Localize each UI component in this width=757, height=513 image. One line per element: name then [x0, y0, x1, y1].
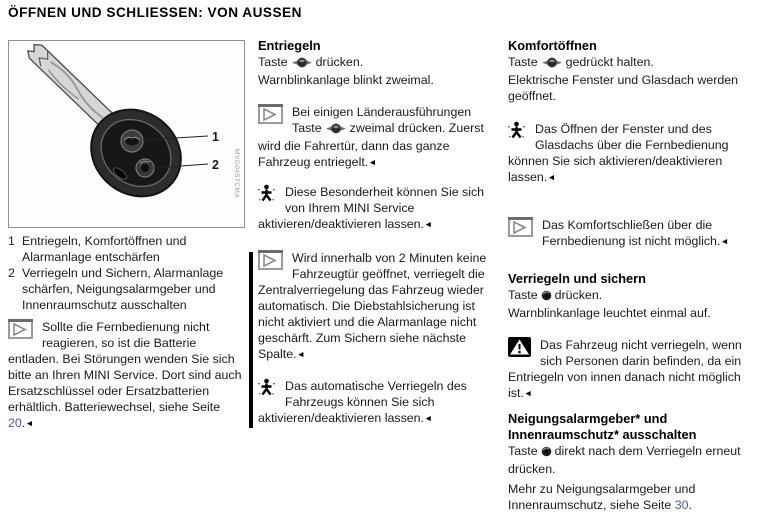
battery-note [8, 319, 248, 431]
end-mark: ◄ [424, 413, 433, 423]
text: direkt nach dem Verriegeln erneut drücken. [508, 444, 741, 476]
legend-text: Entriegeln, Komfortöffnen und Alarmanlage entschärfen [22, 234, 187, 264]
warning-icon [508, 337, 540, 367]
service-note-text [258, 184, 497, 232]
figure-watermark: MVD0457CMA [233, 149, 240, 199]
relock-note-text [258, 250, 497, 362]
battery-note-text [8, 319, 248, 431]
note-icon [508, 217, 542, 247]
legend-num: 1 [8, 234, 15, 248]
unlock-instruction [258, 54, 497, 72]
flash-line: Warnblinkanlage blinkt zweimal. [258, 73, 434, 87]
more-info-line [508, 481, 752, 513]
windows-note-text [508, 121, 752, 185]
key-illustration [9, 41, 244, 227]
hold-instruction [508, 54, 752, 72]
note-icon [258, 250, 292, 280]
page-30-link[interactable]: 30 [674, 498, 689, 512]
text: Taste [508, 288, 538, 302]
key-figure [8, 40, 245, 228]
text: Das Komfortschließen über die Fernbedienung ist nicht möglich. [542, 218, 721, 248]
text: gedrückt halten. [565, 55, 654, 69]
end-mark: ◄ [296, 349, 305, 359]
end-mark: ◄ [547, 172, 556, 182]
callout-2: 2 [212, 158, 219, 172]
person-icon [258, 378, 285, 408]
callout-1: 1 [212, 130, 219, 144]
text: zweimal drücken. Zuerst wird die Fahrertür, dann das ganze Fahrzeug entriegelt. [258, 121, 484, 169]
note-text-end: . [21, 416, 26, 430]
auto-lock-note-text [258, 378, 497, 426]
text: Das automatische Verriegeln des Fahrzeugs können Sie sich aktivieren/deaktivieren lassen. [258, 379, 467, 425]
windows-line: Elektrische Fenster und Glasdach werden geöffnet. [508, 73, 739, 103]
text: Mehr zu Neigungsalarmgeber und Innenraumschutz, siehe Seite [508, 482, 696, 512]
legend-item-1 [8, 233, 248, 265]
note-icon [258, 104, 292, 134]
page-20-link[interactable]: 20 [8, 416, 22, 430]
text: Taste [508, 55, 538, 69]
text: Das Fahrzeug nicht verriegeln, wenn sich Personen darin befinden, da ein Entriegeln von innen danach nicht möglich ist. [508, 338, 742, 400]
text: drücken. [315, 55, 364, 69]
heading-verriegeln: Verriegeln und sichern [508, 271, 646, 286]
text: Diese Besonderheit können Sie sich von Ihrem MINI Service aktivieren/deaktivieren lassen. [258, 185, 485, 231]
windows-note [508, 121, 752, 185]
comfort-close-note-text [508, 217, 752, 249]
page-title: ÖFFNEN UND SCHLIESSEN: VON AUSSEN [8, 5, 302, 20]
legend-item-2 [8, 265, 248, 313]
lock-button-icon [541, 289, 552, 305]
service-note [258, 184, 497, 232]
person-icon [508, 121, 535, 151]
change-bar [249, 252, 253, 428]
middle-column [258, 38, 497, 426]
left-column [8, 38, 248, 431]
text: Taste [508, 444, 538, 458]
lock-button-icon [541, 445, 552, 461]
press-again-instruction [508, 443, 752, 477]
comfort-close-note [508, 217, 752, 249]
warning-note [508, 337, 752, 401]
text: Das Öffnen der Fenster und des Glasdachs über die Fernbedienung können Sie sich aktivieren/deaktivieren lassen. [508, 122, 729, 184]
end-mark: ◄ [720, 236, 729, 246]
legend-text: Verriegeln und Sichern, Alarmanlage schärfen, Neigungsalarmgeber und Innenraumschutz ausschalten [22, 266, 224, 312]
right-column [508, 38, 752, 513]
lock-instruction [508, 287, 752, 305]
wings-button-icon [541, 56, 563, 72]
note-text: Sollte die Fernbedienung nicht reagieren, so ist die Batterie entladen. Bei Störungen wenden Sie sich bitte an Ihren MINI Service. Dort sind auch Ersatzschlüssel oder Ersatzbatterien erhältlich. Batteriewechsel, siehe Seite [8, 320, 242, 414]
relock-note [258, 250, 497, 362]
person-icon [258, 184, 285, 214]
figure-legend [8, 233, 248, 313]
legend-num: 2 [8, 266, 15, 280]
heading-neigungsalarmgeber: Neigungsalarmgeber* und Innenraumschutz* ausschalten [508, 411, 697, 442]
end-mark: ◄ [424, 219, 433, 229]
auto-lock-note [258, 378, 497, 426]
end-mark: ◄ [25, 418, 34, 428]
heading-entriegeln: Entriegeln [258, 38, 321, 53]
text: Bei einigen Länderausführungen Taste [292, 105, 472, 135]
text: Wird innerhalb von 2 Minuten keine Fahrzeugtür geöffnet, verriegelt die Zentralverriegelung das Fahrzeug wieder automatisch. Die Diebstahlsicherung ist nicht aktiviert und die Alarmanlage nicht geschärft. Zum Sichern siehe nächste Spalte. [258, 251, 487, 361]
country-note [258, 104, 497, 170]
changed-section [258, 250, 497, 426]
note-icon [8, 319, 42, 349]
text: . [688, 498, 692, 512]
flash-line-2: Warnblinkanlage leuchtet einmal auf. [508, 306, 711, 320]
text: drücken. [554, 288, 603, 302]
end-mark: ◄ [368, 157, 377, 167]
end-mark: ◄ [523, 388, 533, 398]
country-note-text [258, 104, 497, 170]
heading-komfortoeffnen: Komfortöffnen [508, 38, 597, 53]
wings-button-icon [325, 122, 347, 138]
text: Taste [258, 55, 288, 69]
wings-button-icon [291, 56, 313, 72]
warning-note-text [508, 337, 752, 401]
